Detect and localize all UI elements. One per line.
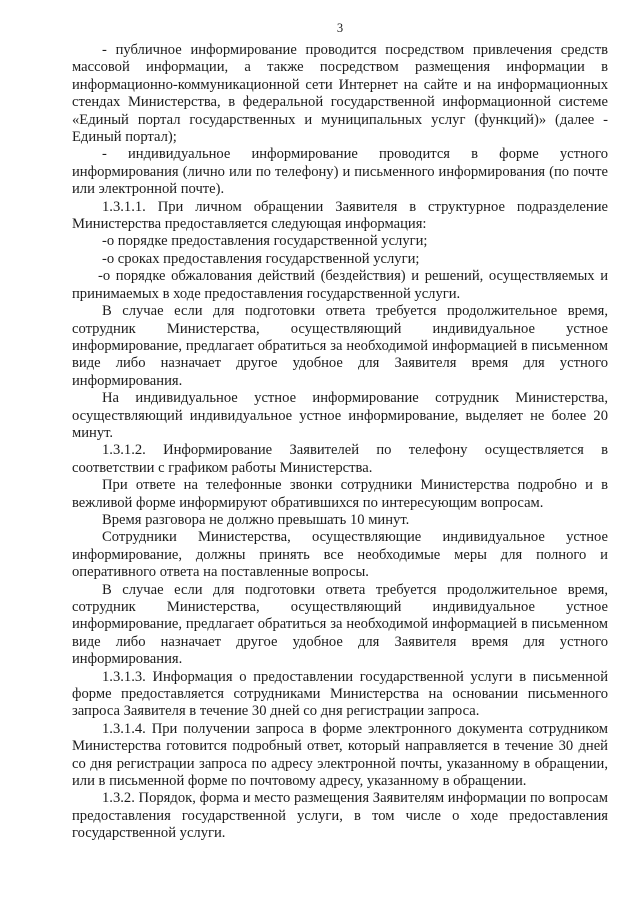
paragraph-oral-time-limit: На индивидуальное устное информирование сотрудник Министерства, осуществляющий индивидуальное устное информирование, выделяет не более 20 минут. <box>72 390 608 441</box>
paragraph-call-duration: Время разговора не должно превышать 10 минут. <box>102 511 410 528</box>
paragraph-long-preparation-2: В случае если для подготовки ответа требуется продолжительное время, сотрудник Министерства, осуществляющий индивидуальное устное информирование, предлагает обратиться за необходимой информацией в письменном виде либо назначает другое удобное для Заявителя время для устного информирования. <box>72 581 608 668</box>
paragraph-long-preparation-1: В случае если для подготовки ответа требуется продолжительное время, сотрудник Министерства, осуществляющий индивидуальное устное информирование, предлагает обратиться за необходимой информацией в письменном виде либо назначает другое удобное для Заявителя время для устного информирования. <box>72 303 608 389</box>
page-number: 3 <box>336 21 344 35</box>
paragraph-1-3-2: 1.3.2. Порядок, форма и место размещения Заявителям информации по вопросам предоставления государственной услуги, в том числе о ходе предоставления государственной услуги. <box>72 790 608 842</box>
paragraph-staff-measures: Сотрудники Министерства, осуществляющие индивидуальное устное информирование, должны принять все необходимые меры для полного и оперативного ответа на поставленные вопросы. <box>72 529 608 581</box>
list-item-terms: -о сроках предоставления государственной услуги; <box>102 250 420 267</box>
paragraph-phone-answers: При ответе на телефонные звонки сотрудники Министерства подробно и в вежливой форме информируют обратившихся по интересующим вопросам. <box>72 477 608 511</box>
paragraph-1-3-1-2: 1.3.1.2. Информирование Заявителей по телефону осуществляется в соответствии с графиком работы Министерства. <box>72 442 608 476</box>
list-item-appeal: -о порядке обжалования действий (бездействия) и решений, осуществляемых и принимаемых в ходе предоставления государственной услуги. <box>72 268 608 302</box>
paragraph-1-3-1-4: 1.3.1.4. При получении запроса в форме электронного документа сотрудником Министерства готовится подробный ответ, который направляется в течение 30 дней со дня регистрации запроса по адресу электронной почты, указанному в обращении, или в письменной форме по почтовому адресу, указанному в обращении. <box>72 720 608 790</box>
paragraph-public-informing: - публичное информирование проводится посредством привлечения средств массовой информации, а также посредством размещения информации в информационно-коммуникационной сети Интернет на сайте и на информационных стендах Министерства, в федеральной государственной информационной системе «Единый портал государственных и муниципальных услуг (функций)» (далее - Единый портал); <box>72 42 608 146</box>
paragraph-individual-informing: - индивидуальное информирование проводится в форме устного информирования (лично или по телефону) и письменного информирования (по почте или электронной почте). <box>72 146 608 198</box>
list-item-procedure: -о порядке предоставления государственной услуги; <box>102 233 428 250</box>
paragraph-1-3-1-1: 1.3.1.1. При личном обращении Заявителя в структурное подразделение Министерства предоставляется следующая информация: <box>72 198 608 233</box>
paragraph-1-3-1-3: 1.3.1.3. Информация о предоставлении государственной услуги в письменной форме предоставляется сотрудниками Министерства на основании письменного запроса Заявителя в течение 30 дней со дня регистрации запроса. <box>72 668 608 720</box>
